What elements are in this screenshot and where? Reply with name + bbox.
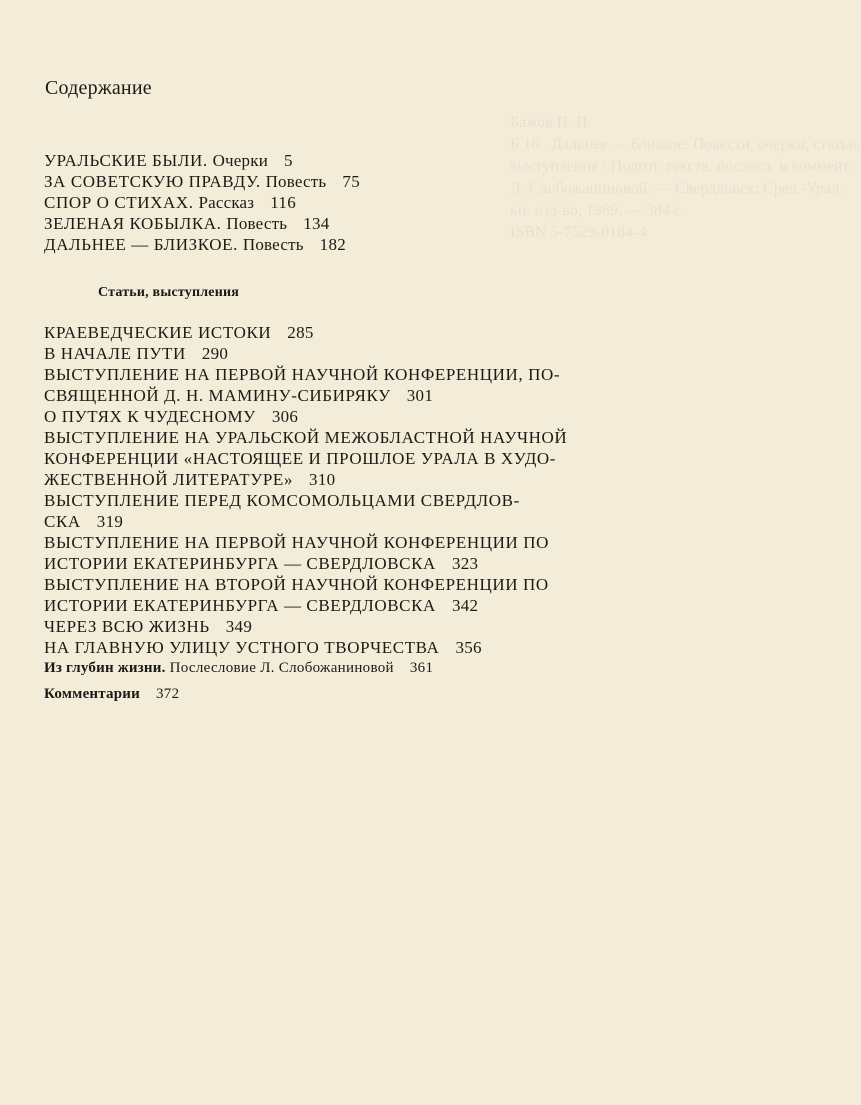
page-number: 323 (451, 554, 479, 573)
toc-entry-continued[interactable] (44, 553, 644, 574)
stories-list (44, 150, 647, 255)
entry-title: ЖЕСТВЕННОЙ ЛИТЕРАТУРЕ» (44, 470, 294, 489)
page-number: 319 (96, 512, 124, 531)
page-number: 116 (270, 193, 297, 212)
page-number: 182 (319, 235, 347, 254)
toc-entry[interactable] (44, 532, 644, 553)
page-number: 285 (287, 323, 314, 342)
page-number: 301 (406, 386, 434, 405)
toc-entry[interactable] (44, 427, 644, 448)
entry-title: ВЫСТУПЛЕНИЕ ПЕРЕД КОМСОМОЛЬЦАМИ СВЕРДЛОВ- (44, 491, 520, 510)
entry-title: ВЫСТУПЛЕНИЕ НА ПЕРВОЙ НАУЧНОЙ КОНФЕРЕНЦИИ, ПО- (44, 365, 561, 384)
entry-title: СПОР О СТИХАХ. (44, 193, 194, 212)
toc-entry[interactable] (44, 406, 644, 427)
ghost-line: выступления / Подгот. текста, послесл. и коммент. (510, 158, 853, 175)
entry-title: ДАЛЬНЕЕ — БЛИЗКОЕ. (44, 235, 238, 254)
toc-entry[interactable] (44, 171, 644, 192)
comments-title: Комментарии (44, 686, 140, 702)
toc-entry[interactable] (44, 490, 644, 511)
page-number: 5 (284, 151, 293, 170)
entry-title: ВЫСТУПЛЕНИЕ НА ПЕРВОЙ НАУЧНОЙ КОНФЕРЕНЦИИ ПО (44, 533, 550, 552)
toc-entry-continued[interactable] (44, 469, 644, 490)
page-number: 310 (309, 470, 336, 489)
entry-title: СВЯЩЕННОЙ Д. Н. МАМИНУ-СИБИРЯКУ (44, 386, 391, 405)
entry-title: ВЫСТУПЛЕНИЕ НА ВТОРОЙ НАУЧНОЙ КОНФЕРЕНЦИИ ПО (44, 575, 549, 594)
page-number: 342 (451, 596, 479, 615)
entry-title: В НАЧАЛЕ ПУТИ (44, 344, 186, 363)
entry-title: ИСТОРИИ ЕКАТЕРИНБУРГА — СВЕРДЛОВСКА (44, 596, 436, 615)
section-heading: Статьи, выступления (98, 285, 239, 300)
entry-title: ЧЕРЕЗ ВСЮ ЖИЗНЬ (44, 617, 210, 636)
toc-entry[interactable] (44, 322, 644, 343)
page-number: 361 (409, 660, 434, 676)
toc-entry[interactable] (44, 234, 644, 255)
entry-genre: Рассказ (198, 193, 255, 212)
toc-entry-continued[interactable] (44, 595, 644, 616)
entry-genre: Повесть (242, 235, 304, 254)
afterword-subtitle: Послесловие Л. Слобожаниновой (169, 660, 394, 676)
ghost-line: Л. Слобожаниновой. — Свердловск: Сред.-Урал. (510, 180, 844, 197)
page-number: 349 (225, 617, 253, 636)
ghost-line: кн. изд-во, 1989. — 384 с. (510, 202, 685, 219)
page-title: Содержание (45, 77, 152, 99)
page-number: 290 (201, 344, 229, 363)
toc-entry[interactable] (44, 574, 644, 595)
toc-entry[interactable] (44, 637, 644, 658)
ghost-line: Б 16 Дальнее — близкое: Повести, очерки, статьи, (510, 136, 861, 153)
toc-entry-comments[interactable] (44, 684, 644, 705)
toc-entry[interactable] (44, 192, 644, 213)
toc-entry[interactable] (44, 213, 644, 234)
entry-genre: Очерки (212, 151, 268, 170)
page-number: 75 (342, 172, 360, 191)
toc-entry-continued[interactable] (44, 511, 644, 532)
entry-title: КОНФЕРЕНЦИИ «НАСТОЯЩЕЕ И ПРОШЛОЕ УРАЛА В ХУДО- (44, 449, 557, 468)
ghost-line: Бажов П. П. (510, 114, 592, 131)
page-number: 356 (455, 638, 482, 657)
page-number: 306 (271, 407, 299, 426)
entry-title: НА ГЛАВНУЮ УЛИЦУ УСТНОГО ТВОРЧЕСТВА (44, 638, 440, 657)
entry-title: ЗА СОВЕТСКУЮ ПРАВДУ. (44, 172, 261, 191)
toc-entry[interactable] (44, 343, 644, 364)
toc-entry-continued[interactable] (44, 385, 644, 406)
entry-title: О ПУТЯХ К ЧУДЕСНОМУ (44, 407, 256, 426)
toc-entry-continued[interactable] (44, 448, 644, 469)
entry-title: УРАЛЬСКИЕ БЫЛИ. (44, 151, 208, 170)
entry-title: ИСТОРИИ ЕКАТЕРИНБУРГА — СВЕРДЛОВСКА (44, 554, 436, 573)
page-number: 134 (303, 214, 330, 233)
toc-entry-afterword[interactable] (44, 658, 644, 679)
toc-entry[interactable] (44, 150, 644, 171)
entry-title: ВЫСТУПЛЕНИЕ НА УРАЛЬСКОЙ МЕЖОБЛАСТНОЙ НАУЧНОЙ (44, 428, 568, 447)
toc-entry[interactable] (44, 616, 644, 637)
entry-genre: Повесть (265, 172, 327, 191)
toc-entry[interactable] (44, 364, 644, 385)
entry-title: СКА (44, 512, 81, 531)
afterword-title: Из глубин жизни. (44, 660, 166, 676)
articles-list (44, 322, 644, 705)
entry-title: КРАЕВЕДЧЕСКИЕ ИСТОКИ (44, 323, 272, 342)
entry-genre: Повесть (226, 214, 288, 233)
page-number: 372 (155, 686, 180, 702)
ghost-line: ISBN 5-7529-0184-4 (510, 224, 647, 241)
entry-title: ЗЕЛЕНАЯ КОБЫЛКА. (44, 214, 222, 233)
